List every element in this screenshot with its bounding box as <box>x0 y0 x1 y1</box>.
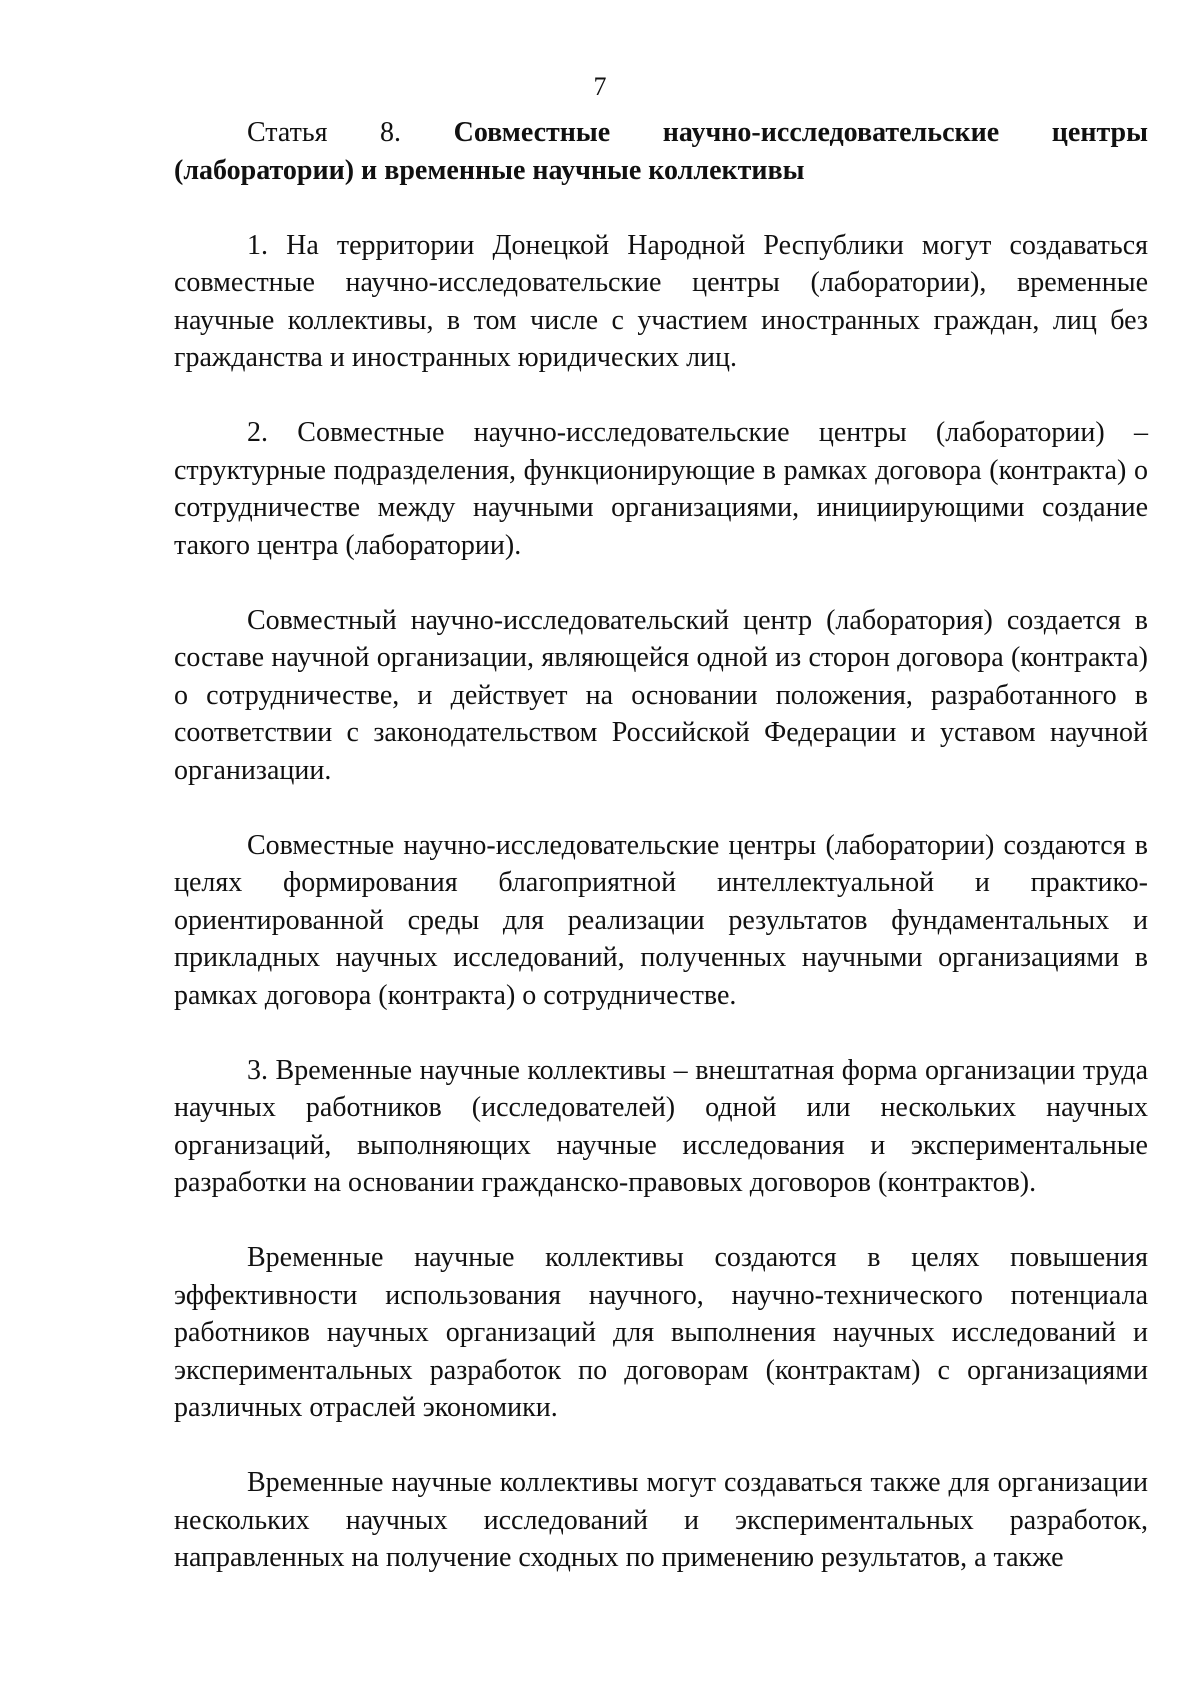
spacer <box>174 189 1148 227</box>
article-title-word-3: центры <box>1051 117 1148 148</box>
paragraph-6: Временные научные коллективы создаются в целях повышения эффективности использования научного, научно-технического потенциала работников научных организаций для выполнения научных исследований и экспериментальных разработок по договорам (контрактам) с организациями различных отраслей экономики. <box>174 1242 1148 1423</box>
spacer <box>174 1014 1148 1052</box>
paragraph-1: 1. На территории Донецкой Народной Республики могут создаваться совместные научно-исследовательские центры (лаборатории), временные научные коллективы, в том числе с участием иностранных граждан, лиц без гражданства и иностранных юридических лиц. <box>174 229 1148 373</box>
article-title-word-1: Совместные <box>453 117 611 148</box>
paragraph-7: Временные научные коллективы могут создаваться также для организации нескольких научных исследований и экспериментальных разработок, направленных на получение сходных по применению результатов, а также <box>174 1467 1148 1573</box>
article-heading-line-1 <box>174 114 1148 152</box>
article-number: 8. <box>380 117 402 148</box>
spacer <box>174 1202 1148 1240</box>
article-title-word-2: научно-исследовательские <box>662 117 1000 148</box>
spacer <box>174 1427 1148 1465</box>
paragraph-2: 2. Совместные научно-исследовательские центры (лаборатории) – структурные подразделения, функционирующие в рамках договора (контракта) о сотрудничестве между научными организациями, инициирующими создание такого центра (лаборатории). <box>174 417 1148 561</box>
spacer <box>174 564 1148 602</box>
spacer <box>174 789 1148 827</box>
spacer <box>174 377 1148 415</box>
paragraph-5: 3. Временные научные коллективы – внештатная форма организации труда научных работников (исследователей) одной или нескольких научных организаций, выполняющих научные исследования и экспериментальные разработки на основании гражданско-правовых договоров (контрактов). <box>174 1054 1148 1198</box>
paragraph-3: Совместный научно-исследовательский центр (лаборатория) создается в составе научной организации, являющейся одной из сторон договора (контракта) о сотрудничестве, и действует на основании положения, разработанного в соответствии с законодательством Российской Федерации и уставом научной организации. <box>174 604 1148 786</box>
article-label: Статья <box>247 117 328 148</box>
article-heading <box>174 114 1148 189</box>
paragraph-4: Совместные научно-исследовательские центры (лаборатории) создаются в целях формирования благоприятной интеллектуальной и практико-ориентированной среды для реализации результатов фундаментальных и прикладных научных исследований, полученных научными организациями в рамках договора (контракта) о сотрудничестве. <box>174 829 1148 1011</box>
page-number: 7 <box>593 72 607 101</box>
document-body <box>174 114 1148 1577</box>
article-title-line-2: (лаборатории) и временные научные коллективы <box>174 154 805 186</box>
